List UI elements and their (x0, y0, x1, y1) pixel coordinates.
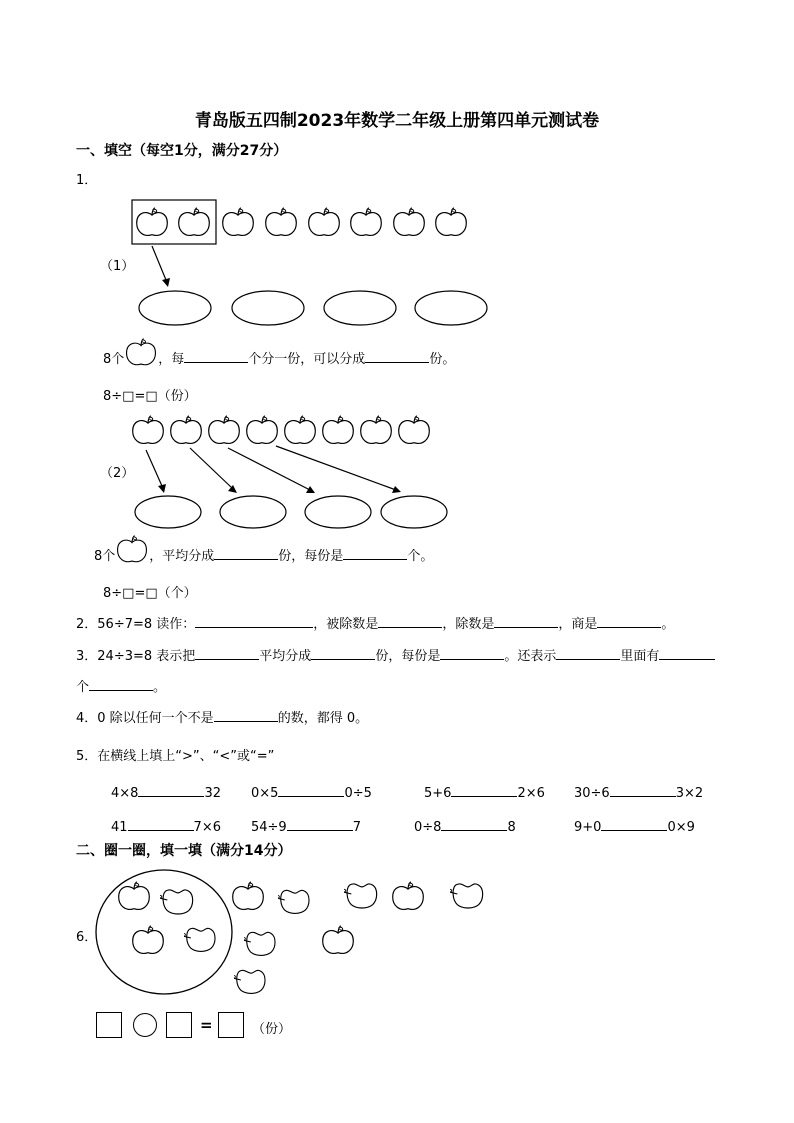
answer-box[interactable] (218, 1012, 244, 1038)
apple-icon (399, 416, 430, 444)
compare-item: 4×8 32 (111, 782, 221, 801)
unit-label: （份） (252, 1022, 292, 1037)
operator-circle[interactable] (133, 1013, 157, 1037)
answer-blank[interactable] (89, 676, 153, 691)
group-oval (139, 291, 211, 325)
arrow-line (276, 446, 396, 490)
answer-blank[interactable] (311, 645, 375, 660)
apple-icon (133, 416, 164, 444)
answer-blank[interactable] (659, 645, 715, 660)
apple-icon (394, 208, 425, 236)
answer-blank[interactable] (451, 782, 517, 797)
apple-icon (285, 416, 316, 444)
apple-icon (243, 932, 275, 955)
compare-item: 0÷8 8 (414, 816, 516, 835)
part2-sentence: 8个 ，平均分成 份，每份是 个。 (94, 545, 433, 567)
group-oval (415, 291, 487, 325)
apple-icon (124, 337, 158, 369)
group-oval (232, 291, 304, 325)
apple-icon (323, 416, 354, 444)
apple-icon (171, 416, 202, 444)
answer-blank[interactable] (440, 645, 504, 660)
arrow-line (152, 246, 166, 280)
answer-blank[interactable] (138, 782, 204, 797)
compare-item: 54÷9 7 (251, 816, 361, 835)
compare-item: 30÷6 3×2 (574, 782, 703, 801)
answer-blank[interactable] (287, 816, 353, 831)
arrow-head (162, 278, 170, 287)
apples-figure-part1 (130, 198, 480, 328)
answer-blank[interactable] (184, 348, 248, 363)
answer-box[interactable] (166, 1012, 192, 1038)
arrow-head (306, 486, 315, 493)
arrow-line (190, 448, 232, 488)
answer-blank[interactable] (378, 613, 442, 628)
apple-icon (247, 416, 278, 444)
compare-item: 0×5 0÷5 (251, 782, 372, 801)
apple-icon (115, 533, 149, 567)
section-heading-circle: 二、圈一圈，填一填（满分14分） (76, 843, 292, 859)
answer-blank[interactable] (365, 348, 429, 363)
answer-blank[interactable] (195, 613, 313, 628)
answer-blank[interactable] (494, 613, 558, 628)
group-oval (220, 496, 286, 528)
apple-icon (159, 890, 192, 914)
apple-icon (323, 926, 354, 954)
question-2: 2．56÷7=8 读作： ，被除数是 ，除数是 ，商是 。 (76, 613, 674, 632)
apple-icon (277, 890, 309, 913)
question-number-6: 6． (76, 930, 98, 945)
part1-sentence: 8个 ，每 个分一份，可以分成 份。 (103, 348, 455, 369)
apples-figure-part2 (128, 412, 458, 532)
group-oval (381, 496, 447, 528)
equals-sign: = (200, 1016, 213, 1034)
answer-blank[interactable] (610, 782, 676, 797)
apple-icon (351, 208, 382, 236)
apple-icon (137, 208, 168, 236)
question-number-1: 1． (76, 173, 98, 188)
group-oval (324, 291, 396, 325)
question-4: 4．0 除以任何一个不是 的数，都得 0。 (76, 707, 368, 726)
compare-item: 41 7×6 (111, 816, 221, 835)
apple-icon (309, 208, 340, 236)
apple-icon (361, 416, 392, 444)
apple-icon (183, 928, 215, 951)
answer-blank[interactable] (214, 545, 278, 560)
answer-blank[interactable] (214, 707, 278, 722)
answer-blank[interactable] (278, 782, 344, 797)
answer-blank[interactable] (556, 645, 620, 660)
question-3-line2: 个 。 (76, 676, 166, 695)
apples-figure-q6 (94, 862, 494, 1002)
apple-icon (133, 926, 164, 954)
apple-icon (223, 208, 254, 236)
part1-label: （1） (100, 259, 135, 274)
answer-blank[interactable] (128, 816, 194, 831)
question-3-line1: 3．24÷3=8 表示把 平均分成 份，每份是 。还表示 里面有 (76, 645, 715, 664)
apple-icon (233, 882, 264, 910)
apple-icon (209, 416, 240, 444)
question-5: 5．在横线上填上“>”、“<”或“=” (76, 749, 275, 764)
apple-icon (179, 208, 210, 236)
page-title: 青岛版五四制2023年数学二年级上册第四单元测试卷 (194, 111, 600, 131)
group-oval (135, 496, 201, 528)
answer-blank[interactable] (195, 645, 259, 660)
answer-blank[interactable] (343, 545, 407, 560)
compare-item: 9+0 0×9 (574, 816, 695, 835)
section-heading-fill: 一、填空（每空1分，满分27分） (76, 143, 288, 159)
apple-icon (393, 882, 424, 910)
apple-icon (119, 882, 150, 910)
part1-formula: 8÷□=□（份） (103, 389, 197, 404)
answer-box[interactable] (96, 1012, 122, 1038)
answer-blank[interactable] (597, 613, 661, 628)
part2-label: （2） (100, 466, 135, 481)
apple-icon (266, 208, 297, 236)
apple-icon (233, 970, 265, 993)
apple-icon (436, 208, 467, 236)
group-oval (305, 496, 371, 528)
compare-item: 5+6 2×6 (424, 782, 545, 801)
answer-blank[interactable] (601, 816, 667, 831)
part2-formula: 8÷□=□（个） (103, 586, 197, 601)
arrow-line (146, 450, 162, 486)
apple-icon (343, 884, 376, 908)
answer-blank[interactable] (441, 816, 507, 831)
arrow-head (158, 484, 166, 493)
apple-icon (449, 884, 482, 908)
